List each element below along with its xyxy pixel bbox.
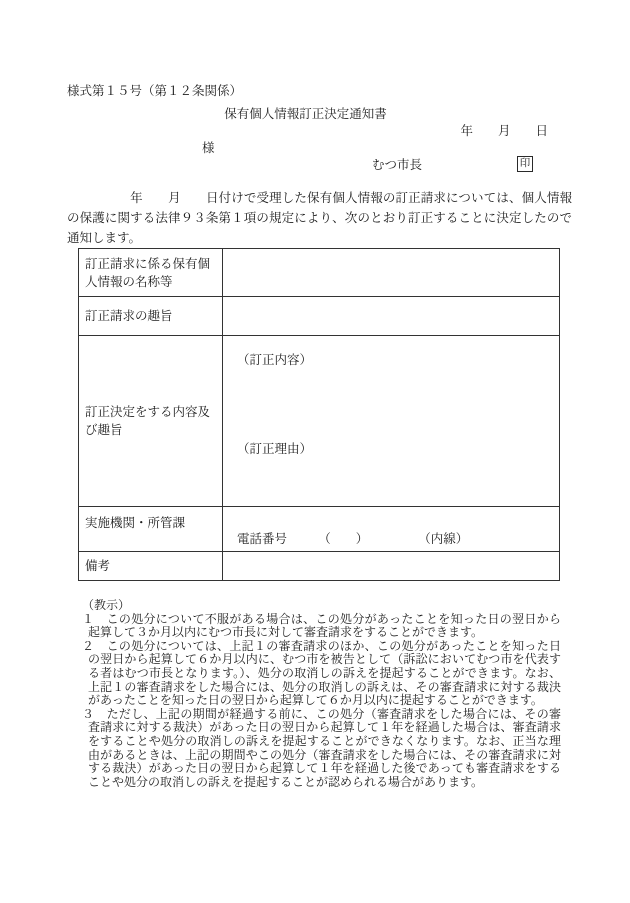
date-line: 年 月 日 bbox=[460, 124, 548, 138]
table-row-agency bbox=[79, 507, 560, 552]
sender-name: むつ市長 bbox=[372, 158, 423, 172]
table-row-request-purport bbox=[79, 297, 560, 336]
sender-line bbox=[67, 157, 630, 174]
row-value-remarks bbox=[223, 552, 560, 581]
row-label-information-name: 訂正請求に係る保有個人情報の名称等 bbox=[79, 249, 223, 297]
row-value-request-purport bbox=[223, 297, 560, 336]
instruction-item-2: ２ この処分については、上記１の審査請求のほか、この処分があったことを知った日の翌日から起算して６か月以内に、むつ市を被告として（訴訟においてむつ市を代表する者はむつ市長となります。）、処分の取消しの訴えを提起することができます。なお、上記１の審査請求をした場合には、処分の取消しの訴えは、その審査請求に対する裁決があったことを知った日の翌日から起算して６か月以内に提起することができます。 bbox=[82, 638, 561, 708]
instruction-item-3: ３ ただし、上記の期間が経過する前に、この処分（審査請求をした場合には、その審査請求に対する裁決）があった日の翌日から起算して１年を経過した場合は、審査請求をすることや処分の取消しの訴えを提起することができなくなります。なお、正当な理由があるときは、上記の期間やこの処分（審査請求をした場合には、その審査請求に対する裁決）があった日の翌日から起算して１年を経過した後であっても審査請求をすることや処分の取消しの訴えを提起することが認められる場合があります。 bbox=[82, 706, 561, 789]
correction-reason-label: （訂正理由） bbox=[237, 442, 313, 456]
recipient-line bbox=[202, 140, 630, 157]
row-value-agency bbox=[223, 507, 560, 552]
recipient-honorific: 様 bbox=[202, 141, 215, 155]
appeal-instructions bbox=[67, 599, 630, 789]
decision-table bbox=[78, 248, 560, 581]
table-row-information-name bbox=[79, 249, 560, 297]
notification-paragraph: 年 月 日付けで受理した保有個人情報の訂正請求については、個人情報の保護に関する法律９３条第１項の規定により、次のとおり訂正することに決定したので通知します。 bbox=[67, 191, 572, 245]
form-number: 様式第１５号（第１２条関係） bbox=[67, 84, 243, 98]
phone-number-line: 電話番号 （ ） （内線） bbox=[237, 532, 469, 546]
table-row-decision-content bbox=[79, 336, 560, 507]
correction-content-label: （訂正内容） bbox=[237, 353, 313, 367]
instructions-heading: （教示） bbox=[82, 598, 131, 612]
row-label-agency: 実施機関・所管課 bbox=[79, 507, 223, 552]
instruction-item-1: １ この処分について不服がある場合は、この処分があったことを知った日の翌日から起算して３か月以内にむつ市長に対して審査請求をすることができます。 bbox=[82, 611, 561, 640]
document-title: 保有個人情報訂正決定通知書 bbox=[224, 107, 387, 121]
table-row-remarks bbox=[79, 552, 560, 581]
row-value-decision-content bbox=[223, 336, 560, 507]
seal-stamp: 印 bbox=[517, 156, 533, 172]
row-label-request-purport: 訂正請求の趣旨 bbox=[79, 297, 223, 336]
row-label-decision-content: 訂正決定をする内容及び趣旨 bbox=[79, 336, 223, 507]
row-value-information-name bbox=[223, 249, 560, 297]
row-label-remarks: 備考 bbox=[79, 552, 223, 581]
